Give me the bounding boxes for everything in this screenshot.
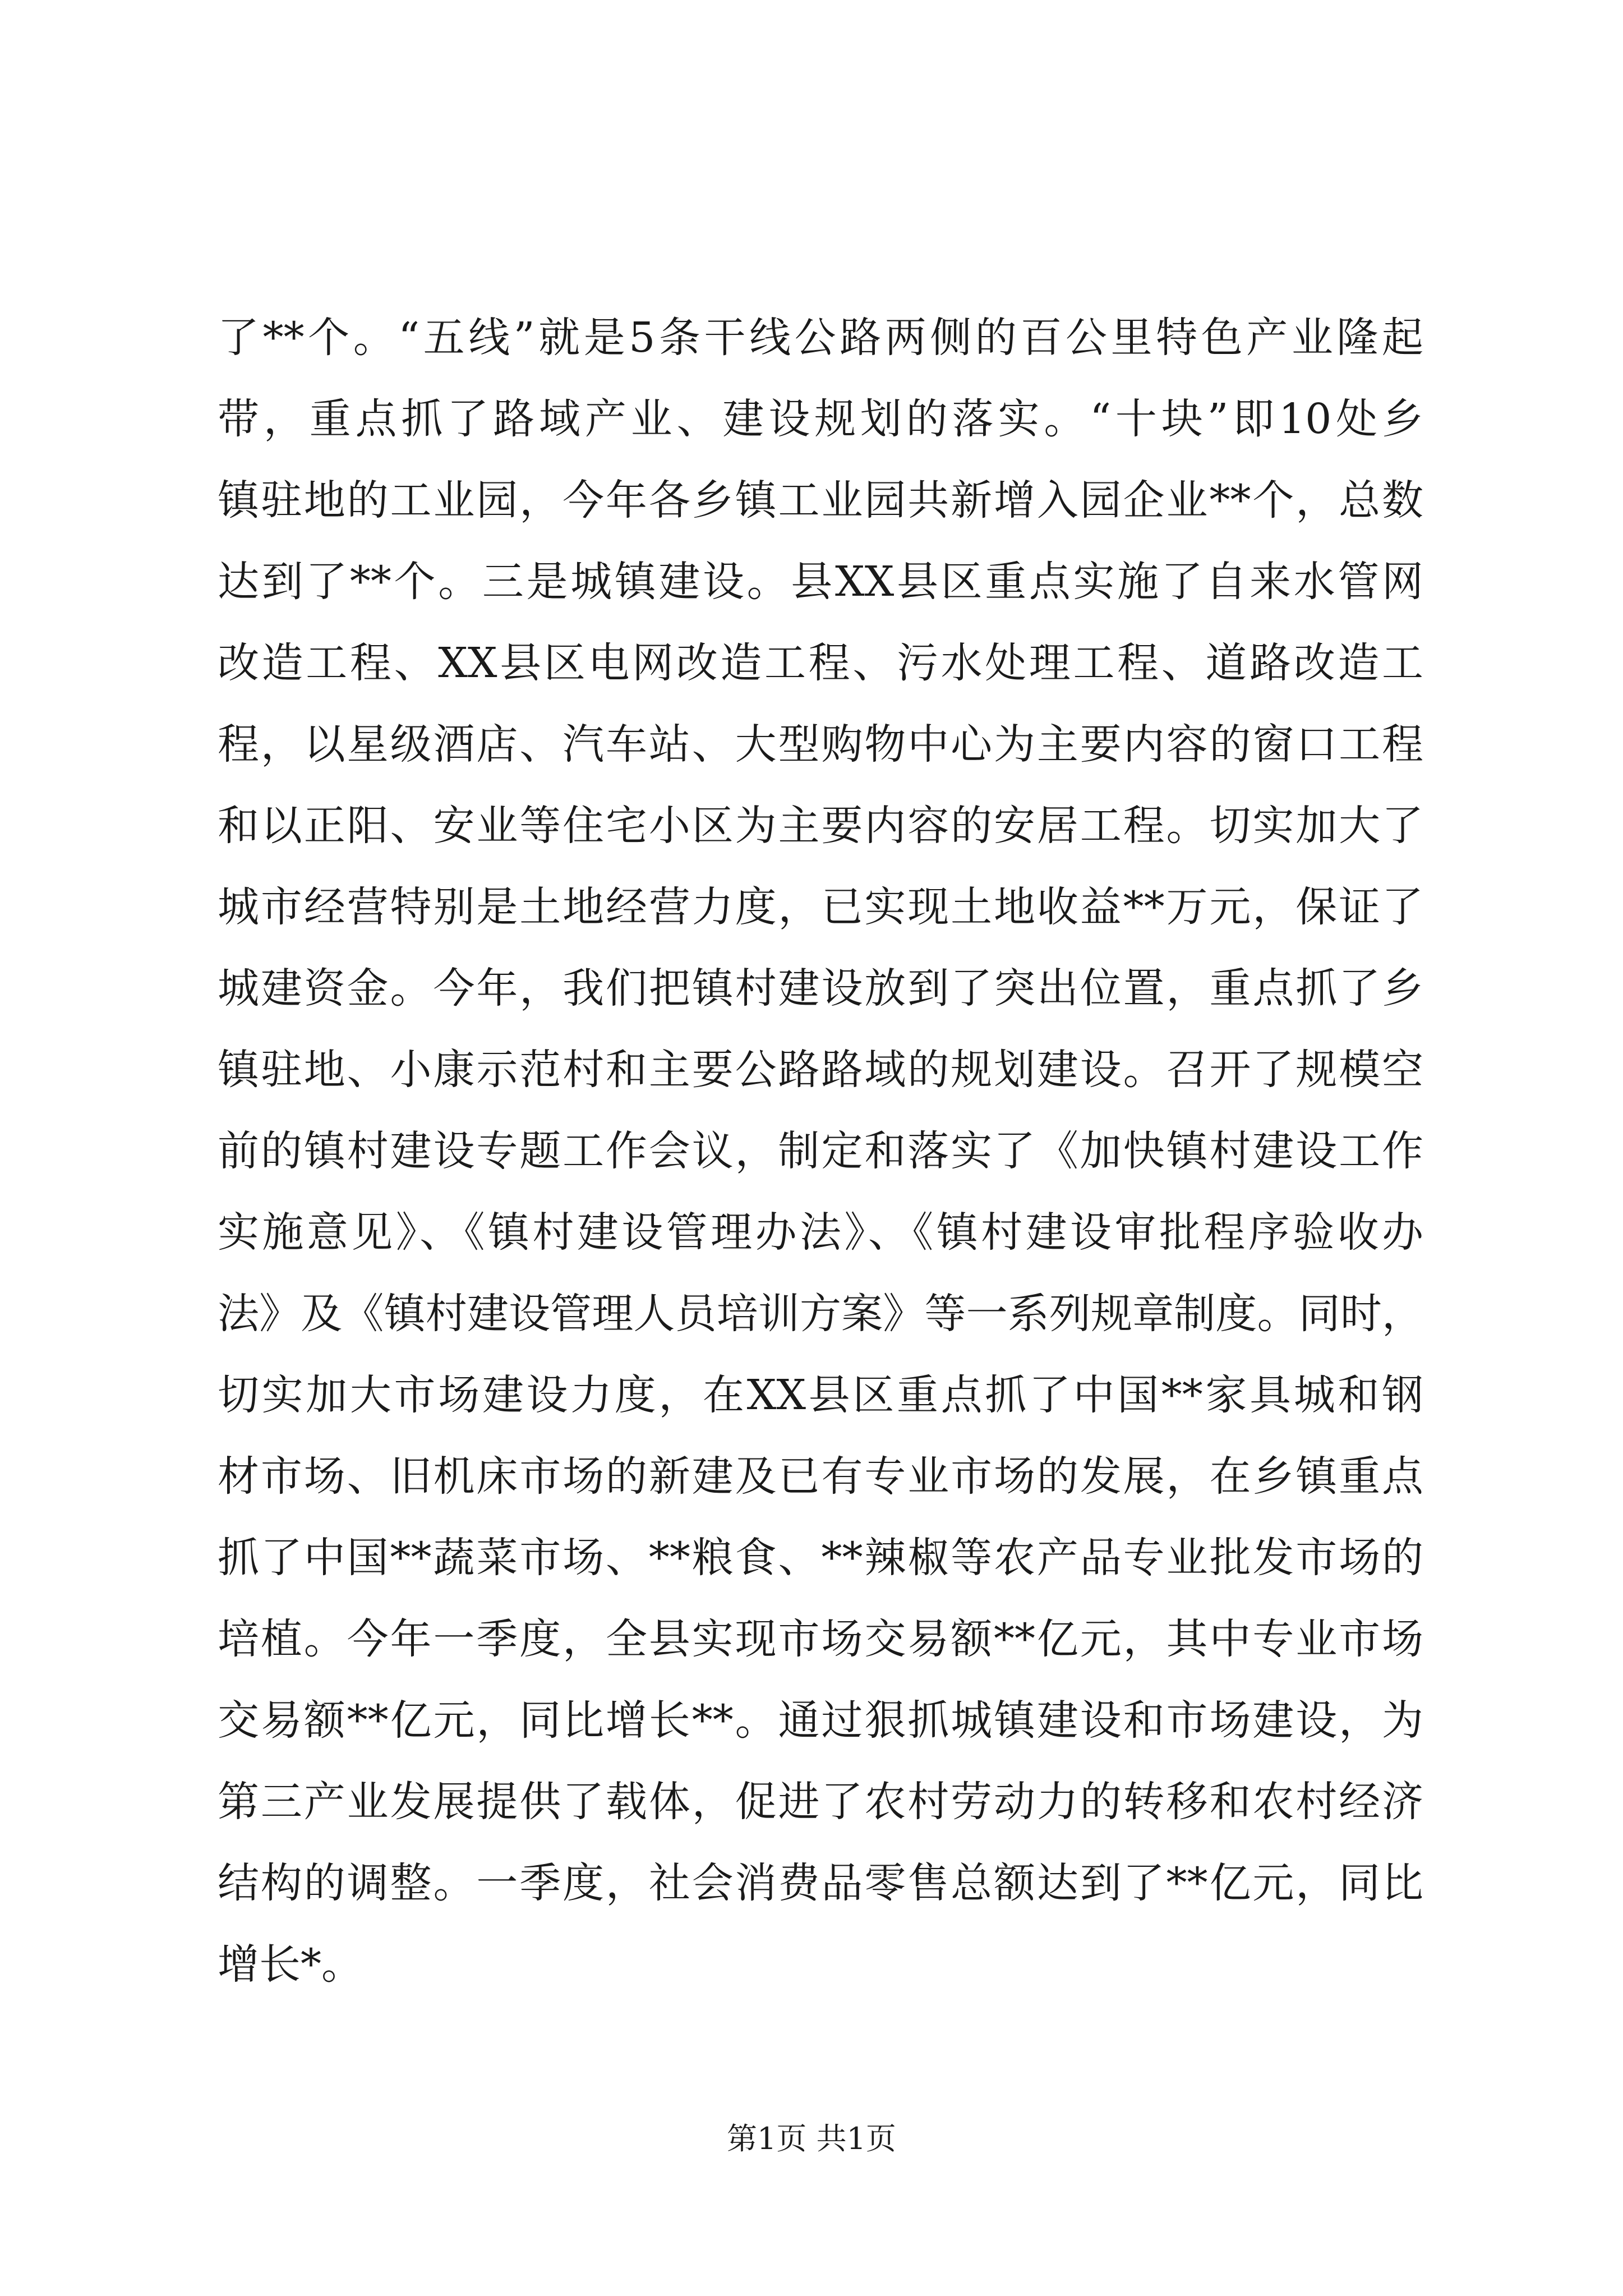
text-line: 切实加大市场建设力度，在XX县区重点抓了中国**家具城和钢 xyxy=(218,1371,1423,1419)
text-line: 增长*。 xyxy=(218,1940,363,1989)
text-line: 达到了**个。三是城镇建设。县XX县区重点实施了自来水管网 xyxy=(218,558,1423,606)
text-line: 实施意见》、《镇村建设管理办法》、《镇村建设审批程序验收办 xyxy=(218,1208,1423,1257)
text-line: 培植。今年一季度，全县实现市场交易额**亿元，其中专业市场 xyxy=(218,1615,1423,1663)
text-line: 第三产业发展提供了载体，促进了农村劳动力的转移和农村经济 xyxy=(218,1778,1423,1826)
text-line: 和以正阳、安业等住宅小区为主要内容的安居工程。切实加大了 xyxy=(218,802,1423,850)
text-line: 交易额**亿元，同比增长**。通过狠抓城镇建设和市场建设，为 xyxy=(218,1696,1423,1745)
text-line: 程，以星级酒店、汽车站、大型购物中心为主要内容的窗口工程 xyxy=(218,720,1423,769)
text-line: 改造工程、XX县区电网改造工程、污水处理工程、道路改造工 xyxy=(218,639,1423,687)
text-line: 城市经营特别是土地经营力度，已实现土地收益**万元，保证了 xyxy=(218,883,1423,931)
text-line: 带，重点抓了路域产业、建设规划的落实。“十块”即10处乡 xyxy=(218,395,1423,443)
text-line: 抓了中国**蔬菜市场、**粮食、**辣椒等农产品专业批发市场的 xyxy=(218,1534,1423,1582)
page-footer: 第1页 共1页 xyxy=(727,2121,896,2156)
text-line: 法》及《镇村建设管理人员培训方案》等一系列规章制度。同时， xyxy=(218,1290,1423,1338)
body-text xyxy=(218,297,1423,2005)
text-line: 镇驻地、小康示范村和主要公路路域的规划建设。召开了规模空 xyxy=(218,1046,1423,1094)
text-line: 材市场、旧机床市场的新建及已有专业市场的发展，在乡镇重点 xyxy=(218,1452,1423,1501)
text-line: 城建资金。今年，我们把镇村建设放到了突出位置，重点抓了乡 xyxy=(218,964,1423,1013)
text-line: 了**个。“五线”就是5条干线公路两侧的百公里特色产业隆起 xyxy=(218,314,1423,362)
text-line: 结构的调整。一季度，社会消费品零售总额达到了**亿元，同比 xyxy=(218,1859,1423,1907)
text-line: 前的镇村建设专题工作会议，制定和落实了《加快镇村建设工作 xyxy=(218,1127,1423,1175)
text-line: 镇驻地的工业园，今年各乡镇工业园共新增入园企业**个，总数 xyxy=(218,476,1423,524)
